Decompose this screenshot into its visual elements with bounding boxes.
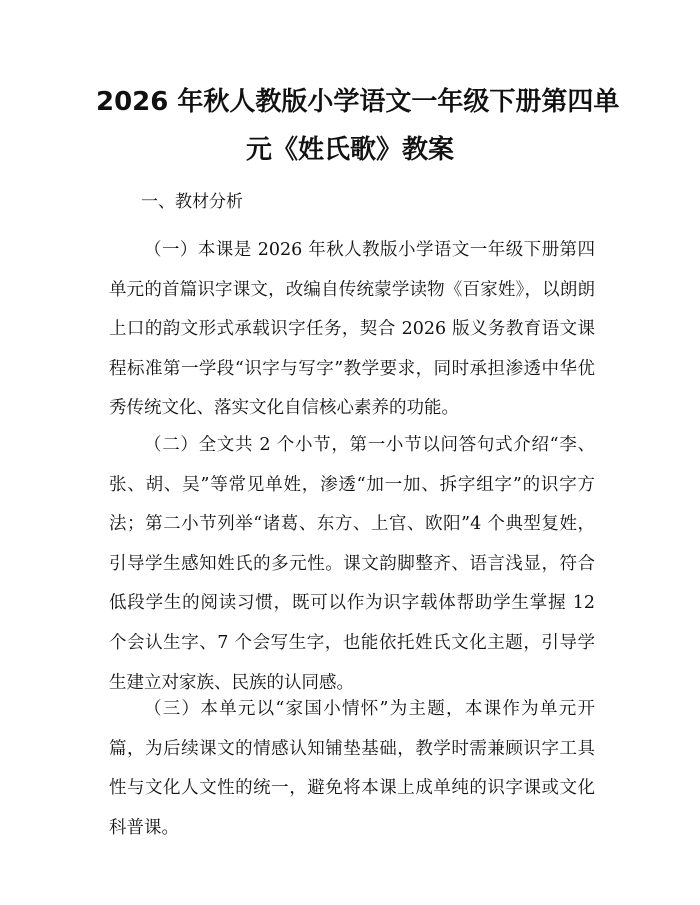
paragraph-2: （二）全文共 2 个小节，第一小节以问答句式介绍“李、张、胡、吴”等常见单姓，渗透“加一加、拆字组字”的识字方法；第二小节列举“诸葛、东方、上官、欧阳”4 个典型复姓，引导学生感知姓氏的多元性。课文韵脚整齐、语言浅显，符合低段学生的阅读习惯，既可以作为识字载体帮助学生掌握 12 个会认生字、7 个会写生字，也能依托姓氏文化主题，引导学生建立对家族、民族的认同感。: [109, 435, 595, 693]
document-title-line-1: 2026 年秋人教版小学语文一年级下册第四单: [96, 87, 620, 117]
paragraph-1: （一）本课是 2026 年秋人教版小学语文一年级下册第四单元的首篇识字课文，改编自传统蒙学读物《百家姓》，以朗朗上口的韵文形式承载识字任务，契合 2026 版义务教育语文课程标准第一学段“识字与写字”教学要求，同时承担渗透中华优秀传统文化、落实文化自信核心素养的功能。: [109, 240, 595, 419]
document-title-line-2: 元《姓氏歌》教案: [245, 135, 454, 165]
section-heading-textbook-analysis: 一、教材分析: [141, 192, 243, 212]
paragraph-3: （三）本单元以“家国小情怀”为主题，本课作为单元开篇，为后续课文的情感认知铺垫基础，教学时需兼顾识字工具性与文化人文性的统一，避免将本课上成单纯的识字课或文化科普课。: [109, 699, 595, 838]
